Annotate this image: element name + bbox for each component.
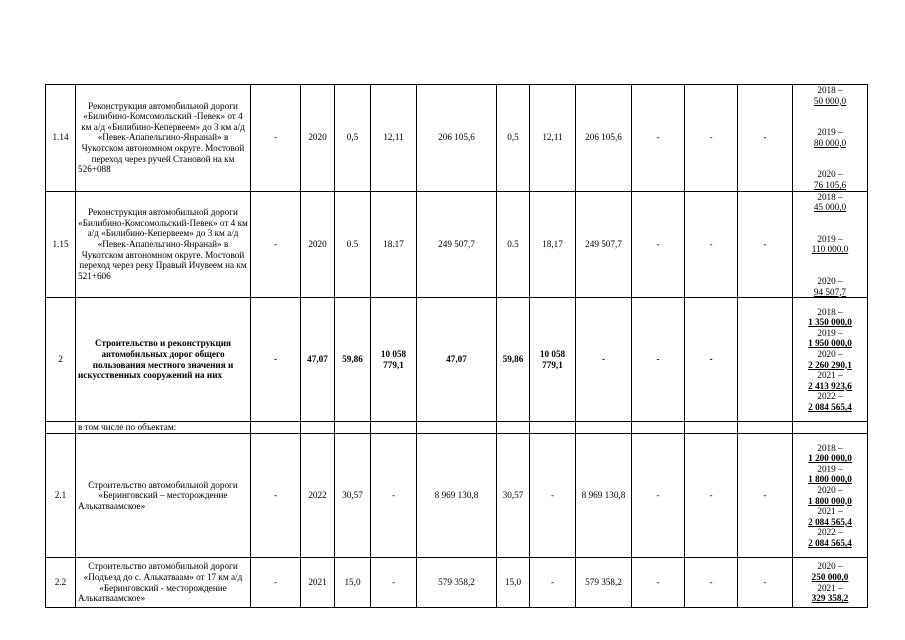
funding-item: 2021 – 2 413 923,6 bbox=[808, 370, 852, 391]
cell-value: - bbox=[738, 191, 793, 298]
funding-by-year bbox=[793, 191, 868, 298]
row-number: 2.2 bbox=[46, 558, 76, 608]
table-row bbox=[46, 298, 868, 422]
cell-value: 0,5 bbox=[497, 85, 530, 192]
funding-item: 2020 – 250 000,0 bbox=[811, 561, 849, 583]
funding-item: 2020 – 94 507,7 bbox=[813, 275, 847, 297]
cell-value: 579 358,2 bbox=[576, 558, 632, 608]
cell-year: 2022 bbox=[301, 434, 335, 558]
cell-value: 0.5 bbox=[335, 191, 371, 298]
cell-value: - bbox=[632, 85, 685, 192]
funding-item: 2021 – 2 084 565,4 bbox=[808, 506, 852, 527]
funding-by-year bbox=[793, 434, 868, 558]
cell-value: - bbox=[738, 558, 793, 608]
section-subheader: в том числе по объектам: bbox=[76, 422, 251, 434]
investment-objects-table bbox=[45, 84, 868, 608]
funding-item: 2019 – 80 000,0 bbox=[813, 127, 847, 148]
table-row bbox=[46, 422, 868, 434]
funding-item: 2018 – 1 350 000,0 bbox=[808, 306, 852, 328]
cell-value: - bbox=[685, 85, 738, 192]
cell-value: 249 507,7 bbox=[417, 191, 497, 298]
cell-value: 8 969 130,8 bbox=[576, 434, 632, 558]
cell-value: - bbox=[251, 434, 301, 558]
cell-value: - bbox=[632, 558, 685, 608]
object-name: Строительство автомобильной дороги «Подъезд до с. Алькатваам» от 17 км а/д «Беринговский - месторождение Алькатваамское» bbox=[76, 558, 251, 608]
funding-item: 2018 – 1 200 000,0 bbox=[808, 442, 852, 464]
funding-item: 2020 – 1 800 000,0 bbox=[808, 485, 852, 506]
cell-value: - bbox=[685, 558, 738, 608]
cell-value: - bbox=[685, 298, 738, 422]
cell-value: 30,57 bbox=[335, 434, 371, 558]
cell-value: - bbox=[685, 434, 738, 558]
cell-year: 2020 bbox=[301, 85, 335, 192]
object-name: Реконструкция автомобильной дороги «Билибино-Комсомольский -Певек» от 4 км а/д «Билибино-Кепервеем» до 3 км а/д «Певек-Апапельгино-Янранай» в Чукотском автономном округе. Мостовой переход через ручей Становой на км 526+088 bbox=[76, 85, 251, 192]
row-number: 1.15 bbox=[46, 191, 76, 298]
cell-year: 2021 bbox=[301, 558, 335, 608]
cell-value: 12,11 bbox=[530, 85, 576, 192]
funding-item: 2019 – 1 950 000,0 bbox=[808, 327, 852, 349]
cell-value: 10 058 779,1 bbox=[371, 298, 417, 422]
row-number: 2 bbox=[46, 298, 76, 422]
object-name: Реконструкция автомобильной дороги «Билибино-Комсомольский-Певек» от 4 км а/д «Билибино-Кепервеем» до 3 км а/д «Певек-Апапельгино-Янранай» в Чукотском автономном округе. Мостовой переход через реку Правый Ичувеем на км 521+606 bbox=[76, 191, 251, 298]
cell-value: - bbox=[738, 85, 793, 192]
table-row bbox=[46, 85, 868, 192]
cell-value: - bbox=[685, 191, 738, 298]
cell-value: 12,11 bbox=[371, 85, 417, 192]
cell-value: 59,86 bbox=[497, 298, 530, 422]
cell-value: 15,0 bbox=[335, 558, 371, 608]
cell-value: 30,57 bbox=[497, 434, 530, 558]
cell-value: 18.17 bbox=[371, 191, 417, 298]
funding-item: 2022 – 2 084 565,4 bbox=[808, 527, 852, 548]
funding-item: 2019 – 1 800 000,0 bbox=[808, 463, 852, 485]
cell-value: 15,0 bbox=[497, 558, 530, 608]
object-name: Строительство автомобильной дороги «Беринговский – месторождение Алькатваамское» bbox=[76, 434, 251, 558]
funding-item: 2020 – 2 260 290,1 bbox=[808, 349, 852, 370]
cell-value: 8 969 130,8 bbox=[417, 434, 497, 558]
cell-value: 206 105,6 bbox=[576, 85, 632, 192]
funding-by-year bbox=[793, 85, 868, 192]
cell-value: - bbox=[371, 434, 417, 558]
cell-value: - bbox=[251, 298, 301, 422]
cell-value: - bbox=[251, 85, 301, 192]
funding-item: 2018 – 50 000,0 bbox=[813, 85, 847, 106]
table-row bbox=[46, 191, 868, 298]
funding-item: 2018 – 45 000,0 bbox=[813, 191, 847, 213]
cell-value: 249 507,7 bbox=[576, 191, 632, 298]
cell-value: - bbox=[371, 558, 417, 608]
cell-value: 0,5 bbox=[335, 85, 371, 192]
funding-item: 2021 – 329 358,2 bbox=[811, 582, 849, 604]
cell-value: 47,07 bbox=[417, 298, 497, 422]
cell-value: - bbox=[251, 191, 301, 298]
funding-item: 2019 – 110 000,0 bbox=[811, 233, 849, 255]
cell-value: 59,86 bbox=[335, 298, 371, 422]
cell-year: 2020 bbox=[301, 191, 335, 298]
cell-empty bbox=[738, 298, 793, 422]
cell-value: 579 358,2 bbox=[417, 558, 497, 608]
cell-value: - bbox=[530, 434, 576, 558]
cell-value: 47,07 bbox=[301, 298, 335, 422]
table-row bbox=[46, 558, 868, 608]
cell-value: 10 058 779,1 bbox=[530, 298, 576, 422]
funding-by-year bbox=[793, 298, 868, 422]
cell-value: - bbox=[632, 434, 685, 558]
funding-item: 2022 – 2 084 565,4 bbox=[808, 391, 852, 412]
cell-value: 18,17 bbox=[530, 191, 576, 298]
cell-value: - bbox=[738, 434, 793, 558]
funding-item: 2020 – 76 105,6 bbox=[813, 169, 847, 190]
table-row bbox=[46, 434, 868, 558]
cell-value: 206 105,6 bbox=[417, 85, 497, 192]
row-number: 2.1 bbox=[46, 434, 76, 558]
cell-value: - bbox=[251, 558, 301, 608]
cell-value: - bbox=[530, 558, 576, 608]
row-number: 1.14 bbox=[46, 85, 76, 192]
cell-value: - bbox=[632, 191, 685, 298]
cell-value: - bbox=[576, 298, 632, 422]
cell-value: - bbox=[632, 298, 685, 422]
funding-by-year bbox=[793, 558, 868, 608]
cell-value: 0.5 bbox=[497, 191, 530, 298]
object-name: Строительство и реконструкция автомобильных дорог общего пользования местного значения и искусственных сооружений на них bbox=[76, 298, 251, 422]
